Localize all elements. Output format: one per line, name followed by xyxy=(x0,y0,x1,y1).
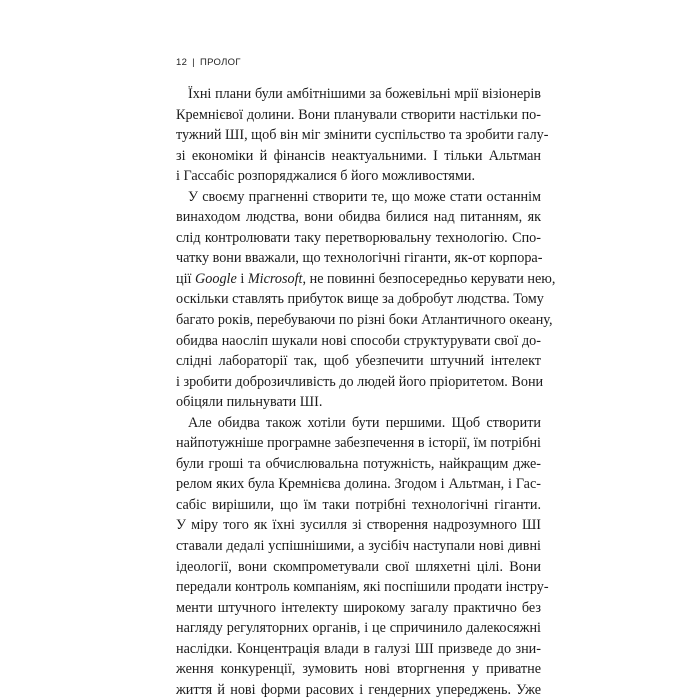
text-line: ставали дедалі успішнішими, а зусібіч наступали нові дивні xyxy=(176,538,541,555)
text-line: обіцяли пильнувати ШІ. xyxy=(176,394,323,411)
text-line: життя й нові форми расових і гендерних упереджень. Уже xyxy=(176,681,541,698)
text-line: сабіс вирішили, що їм таки потрібні технологічні гіганти. xyxy=(176,496,541,513)
page-number: 12 xyxy=(176,57,188,68)
text-line-with-italics: ції Google і Microsoft, не повинні безпосередньо керувати нею, xyxy=(176,270,556,287)
text-line: наслідки. Концентрація влади в галузі ШІ призведе до зни- xyxy=(176,640,541,657)
section-title: ПРОЛОГ xyxy=(199,57,241,68)
text-line: були гроші та обчислювальна потужність, найкращим дже- xyxy=(176,455,541,472)
body-text xyxy=(176,84,556,700)
text-line: У міру того як їхні зусилля зі створення надрозумного ШІ xyxy=(176,517,541,534)
text-line: і Гассабіс розпоряджалися б його можливостями. xyxy=(176,168,476,185)
text-line: винаходом людства, вони обидва билися над питанням, як xyxy=(176,209,541,226)
text-line: Кремнієвої долини. Вони планували створити настільки по- xyxy=(176,106,541,123)
text-line: релом яких була Кремнієва долина. Згодом і Альтман, і Гас- xyxy=(176,476,541,493)
header-separator: | xyxy=(192,57,195,68)
text-line: У своєму прагненні створити те, що може стати останнім xyxy=(188,188,541,205)
text-line: оскільки ставлять прибуток вище за добробут людства. Тому xyxy=(176,291,544,308)
text-line: Але обидва також хотіли бути першими. Щоб створити xyxy=(188,414,541,431)
italic-term: Google xyxy=(195,270,237,287)
text-line: нагляду регуляторних органів, і це спричинило далекосяжні xyxy=(176,620,541,637)
italic-term: Microsoft xyxy=(247,270,303,287)
running-header xyxy=(176,57,241,68)
text-line: менти штучного інтелекту широкому загалу практично без xyxy=(176,599,541,616)
text-line: найпотужніше програмне забезпечення в історії, їм потрібні xyxy=(176,435,541,452)
text-line: передали контроль компаніям, які поспішили продати інстру- xyxy=(176,579,549,596)
text-line: ження конкуренції, зумовить нові вторгнення у приватне xyxy=(176,661,541,678)
text-line: ідеології, вони скомпрометували свої шляхетні цілі. Вони xyxy=(176,558,541,575)
text-line: слідні лабораторії так, щоб убезпечити штучний інтелект xyxy=(176,353,541,370)
text-line: зі економіки й фінансів неактуальними. І тільки Альтман xyxy=(176,147,541,164)
text-line: слід контролювати таку перетворювальну технологію. Спо- xyxy=(176,229,541,246)
text-line: обидва наосліп шукали нові способи структурувати свої до- xyxy=(176,332,541,349)
text-line: Їхні плани були амбітнішими за божевільні мрії візіонерів xyxy=(188,86,541,102)
text-line: тужний ШІ, щоб він міг змінити суспільство та зробити галу- xyxy=(176,127,549,144)
text-line: і зробити доброзичливість до людей його пріоритетом. Вони xyxy=(176,373,544,390)
text-line: чатку вони вважали, що технологічні гіганти, як-от корпора- xyxy=(176,250,543,267)
text-line: багато років, перебуваючи по різні боки Атлантичного океану, xyxy=(176,312,553,329)
